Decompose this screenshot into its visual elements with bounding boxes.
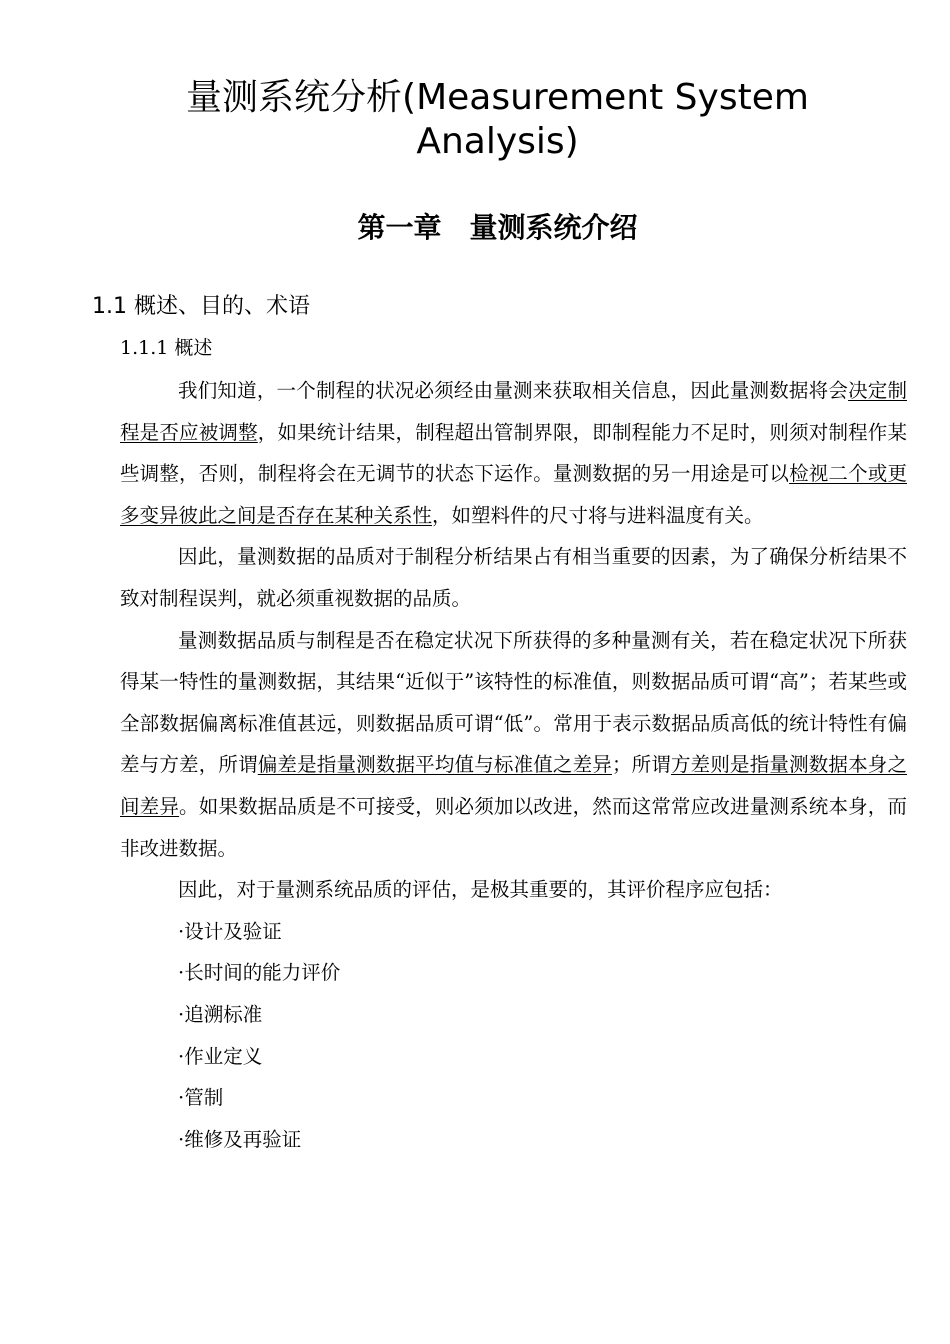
chapter-title: 第一章 量测系统介绍	[357, 211, 638, 244]
section-heading	[92, 290, 310, 324]
list-item: ·作业定义	[178, 1044, 263, 1068]
paragraph-data-quality	[120, 536, 907, 619]
text-run: 我们知道，一个制程的状况必须经由量测来获取相关信息，因此量测数据将会	[178, 379, 849, 402]
document-title: 量测系统分析(Measurement System Analysis)	[186, 77, 809, 162]
list-item: ·管制	[178, 1086, 224, 1110]
text-run: 量测数据品质与制程是否在稳定状况下所获得的多种量测有关，若在稳定状况下所获得某一特性的量测数据，其结果“近似于”该特性的标准值，则数据品质可谓“高”；若某些或全部数据偏离标准值甚远，则数据品质可谓“低”。常用于表示数据品质高低的统计特性有偏差与方差，所谓	[120, 628, 907, 777]
list-item: ·设计及验证	[178, 919, 282, 943]
text-run: ，如果统计结果，制程超出管制界限，即制程能力不足时，则须对制程作某些调整，否则，制程将会在无调节的状态下运作。量测数据的另一用途是可以	[120, 420, 907, 486]
text-run: 。如果数据品质是不可接受，则必须加以改进，然而这常常应改进量测系统本身，而非改进数据。	[120, 794, 907, 860]
underlined-phrase: 偏差是指量测数据平均值与标准值之差异	[257, 753, 612, 777]
text-run: ；所谓	[611, 753, 671, 777]
underlined-phrase: 决定制程是否应被调整	[120, 379, 907, 444]
subsection-heading: 1.1.1 概述	[120, 337, 213, 359]
list-item: ·维修及再验证	[178, 1127, 302, 1151]
underlined-phrase: 方差则是指量测数据本身之间差异	[120, 753, 907, 818]
list-item: ·长时间的能力评价	[178, 961, 341, 985]
text-run: 因此，量测数据的品质对于制程分析结果占有相当重要的因素，为了确保分析结果不致对制程误判，就必须重视数据的品质。	[120, 545, 907, 610]
paragraph-evaluation	[120, 869, 907, 911]
underlined-phrase: 检视二个或更多变异彼此之间是否存在某种关系性	[120, 462, 907, 527]
text-run: ，如塑料件的尺寸将与进料温度有关。	[432, 503, 764, 527]
section-number: 1.1	[92, 294, 127, 319]
section-title: 概述、目的、术语	[127, 294, 310, 319]
text-run: 因此，对于量测系统品质的评估，是极其重要的，其评价程序应包括：	[178, 878, 783, 902]
list-item: ·追溯标准	[178, 1002, 263, 1026]
paragraph-bias-variance	[120, 620, 907, 870]
body-text	[120, 370, 907, 1160]
paragraph-overview	[120, 370, 907, 536]
